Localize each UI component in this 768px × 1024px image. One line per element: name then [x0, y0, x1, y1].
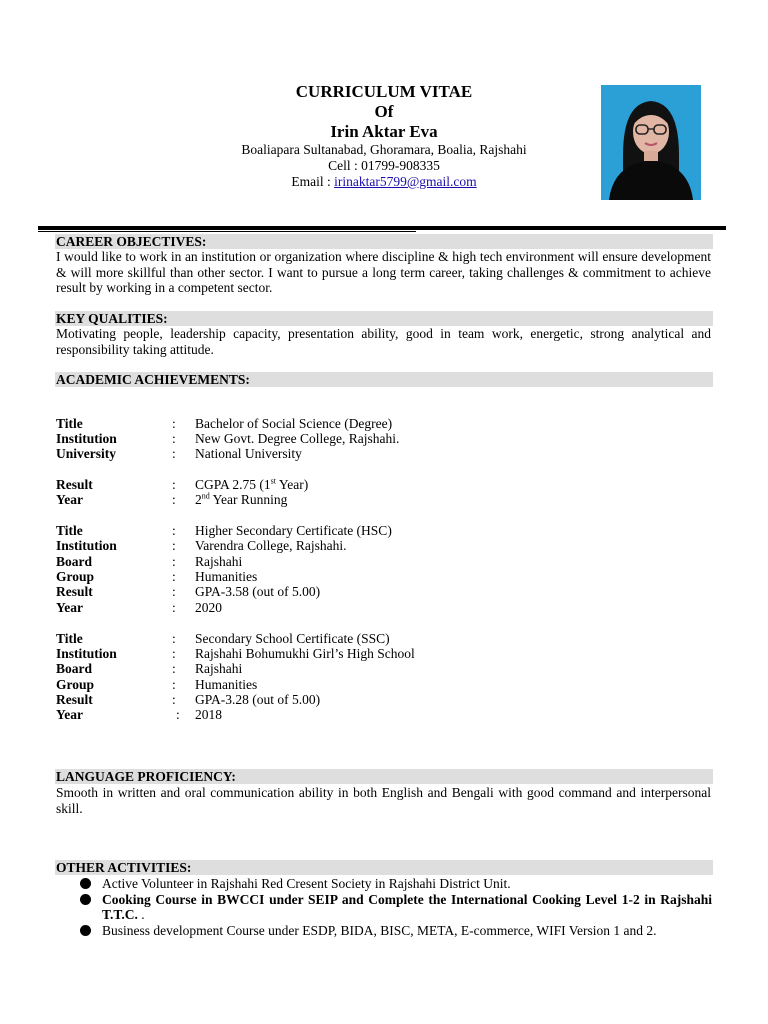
- bullet-icon: [80, 878, 91, 889]
- header-rule: [38, 226, 726, 230]
- cv-name: Irin Aktar Eva: [330, 122, 438, 141]
- cv-email-line: [184, 174, 584, 190]
- key-text: Motivating people, leadership capacity, presentation ability, good in team work, energetic, strong analytical and responsibility taking attitude.: [56, 326, 711, 357]
- list-item: Active Volunteer in Rajshahi Red Cresent Society in Rajshahi District Unit.: [56, 876, 712, 892]
- header-rule-thin: [38, 231, 416, 232]
- other-heading: OTHER ACTIVITIES:: [55, 860, 713, 875]
- language-text: Smooth in written and oral communication ability in both English and Bengali with good command and interpersonal skill.: [56, 785, 711, 816]
- bullet-icon: [80, 925, 91, 936]
- cv-cell: Cell : 01799-908335: [328, 158, 440, 173]
- profile-photo: [601, 85, 701, 200]
- cv-title: CURRICULUM VITAE: [295, 82, 473, 101]
- other-activities-list: [56, 876, 712, 938]
- email-link[interactable]: irinaktar5799@gmail.com: [334, 174, 477, 189]
- profile-photo-image: [601, 85, 701, 200]
- language-heading: LANGUAGE PROFICIENCY:: [55, 769, 713, 784]
- key-heading: KEY QUALITIES:: [55, 311, 713, 326]
- career-text: I would like to work in an institution or organization where discipline & high tech environment will ensure development & will more skillful than other sector. I want to pursue a long term career, taking challenges & commitment to achieve result by working in a competent sector.: [56, 249, 711, 295]
- academic-heading: ACADEMIC ACHIEVEMENTS:: [55, 372, 713, 387]
- cv-address: Boaliapara Sultanabad, Ghoramara, Boalia, Rajshahi: [241, 142, 527, 157]
- list-item: Cooking Course in BWCCI under SEIP and Complete the International Cooking Level 1-2 in Rajshahi T.T.C. .: [56, 892, 712, 923]
- cv-header: [184, 82, 584, 190]
- bullet-icon: [80, 894, 91, 905]
- career-heading: CAREER OBJECTIVES:: [55, 234, 713, 249]
- email-label: Email :: [291, 174, 335, 189]
- list-item: Business development Course under ESDP, BIDA, BISC, META, E-commerce, WIFI Version 1 and 2.: [56, 923, 712, 939]
- cv-of: Of: [374, 102, 394, 121]
